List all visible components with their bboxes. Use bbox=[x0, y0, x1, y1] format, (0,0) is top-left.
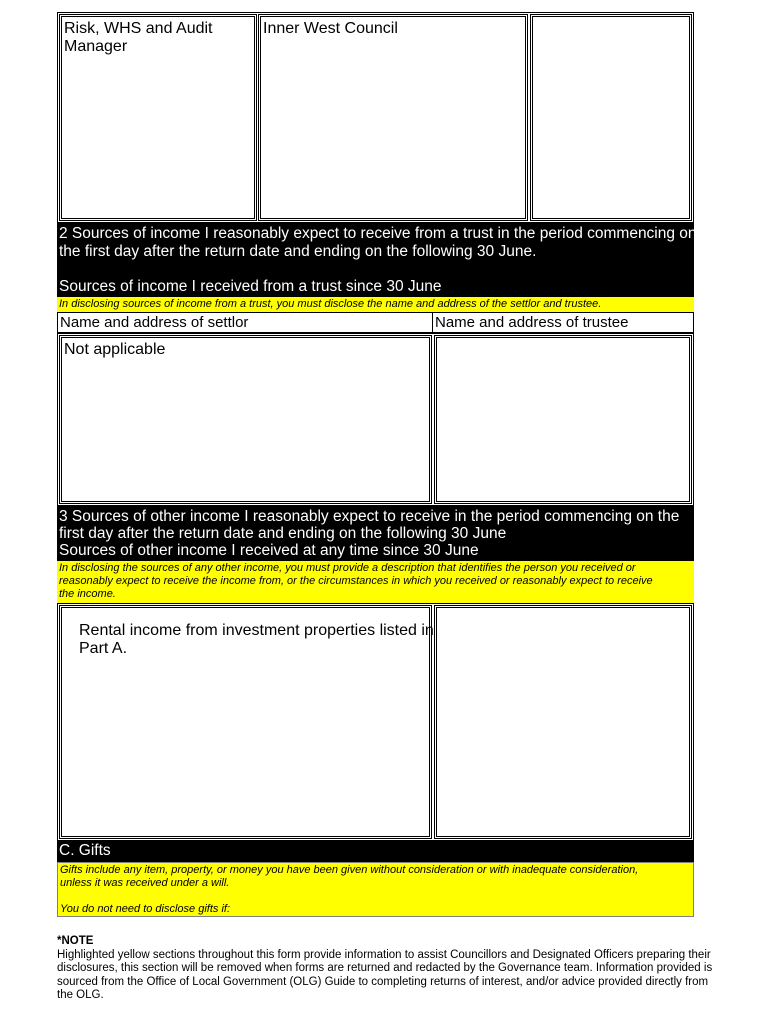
third-cell bbox=[530, 14, 692, 221]
settlor-column-label: Name and address of settlor bbox=[60, 314, 249, 331]
settlor-column-header bbox=[57, 312, 433, 333]
settlor-value-cell bbox=[59, 335, 432, 504]
gifts-hint-line3: You do not need to disclose gifts if: bbox=[60, 903, 231, 915]
section-3-hint-line3: the income. bbox=[59, 588, 116, 600]
section-3-heading-line2: first day after the return date and ending on the following 30 June bbox=[59, 525, 507, 542]
settlor-value-text: Not applicable bbox=[64, 341, 166, 358]
trustee-column-header bbox=[432, 312, 694, 333]
section-3-heading bbox=[57, 506, 694, 561]
section-3-heading-line1: 3 Sources of other income I reasonably expect to receive in the period commencing on the bbox=[59, 508, 680, 525]
section-2-hint-text: In disclosing sources of income from a trust, you must disclose the name and address of the settlor and trustee. bbox=[59, 298, 602, 310]
other-income-left-cell bbox=[59, 605, 432, 839]
gifts-hint-line2: unless it was received under a will. bbox=[60, 877, 230, 889]
note-line1: Highlighted yellow sections throughout this form provide information to assist Councillors and Designated Officers preparing their bbox=[57, 948, 711, 961]
note-block bbox=[57, 935, 737, 1003]
trustee-value-cell bbox=[434, 335, 692, 504]
section-3-heading-line3: Sources of other income I received at any time since 30 June bbox=[59, 542, 479, 559]
section-2-heading bbox=[57, 223, 697, 297]
position-cell bbox=[59, 14, 257, 221]
section-2-hint bbox=[57, 297, 694, 312]
position-text: Risk, WHS and Audit Manager bbox=[64, 20, 213, 55]
trustee-column-label: Name and address of trustee bbox=[435, 314, 629, 331]
note-title: *NOTE bbox=[57, 935, 94, 947]
council-text: Inner West Council bbox=[263, 20, 398, 37]
section-3-hint bbox=[57, 561, 694, 603]
other-income-left-line2: Part A. bbox=[79, 640, 128, 657]
note-line4: the OLG. bbox=[57, 989, 104, 1001]
gifts-heading-text: C. Gifts bbox=[59, 842, 111, 859]
section-3-hint-line2: reasonably expect to receive the income from, or the circumstances in which you received or reasonably expect to receive bbox=[59, 575, 653, 587]
section-2-heading-line2: the first day after the return date and ending on the following 30 June. bbox=[59, 243, 537, 260]
note-line3: sourced from the Office of Local Government (OLG) Guide to completing returns of interest, and/or advice provided directly from bbox=[57, 975, 709, 988]
gifts-heading bbox=[57, 841, 694, 862]
section-3-hint-line1: In disclosing the sources of any other income, you must provide a description that identifies the person you received or bbox=[59, 562, 636, 574]
note-line2: disclosures, this section will be removed when forms are returned and redacted by the Governance team. Information provided is bbox=[57, 962, 713, 974]
section-2-heading-line1: 2 Sources of income I reasonably expect to receive from a trust in the period commencing on bbox=[59, 225, 697, 242]
other-income-left-line1: Rental income from investment properties listed in bbox=[79, 622, 434, 639]
section-2-heading-line3: Sources of income I received from a trust since 30 June bbox=[59, 278, 442, 295]
gifts-hint-line1: Gifts include any item, property, or money you have been given without consideration or with inadequate consideration, bbox=[60, 864, 639, 876]
council-cell bbox=[258, 14, 528, 221]
gifts-hint-spacer bbox=[60, 890, 691, 903]
other-income-right-cell bbox=[434, 605, 692, 839]
gifts-hint bbox=[57, 862, 694, 917]
